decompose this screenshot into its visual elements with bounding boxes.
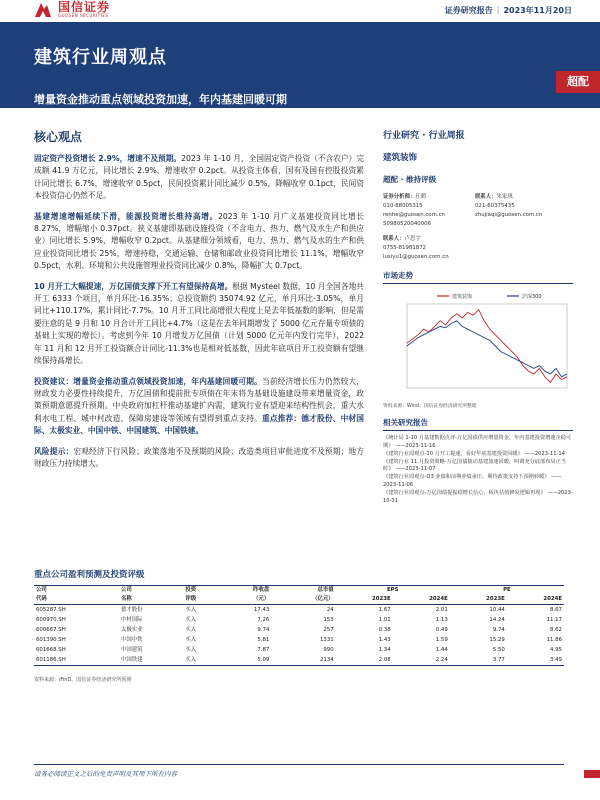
cell-close: 5.09 xyxy=(221,655,272,666)
cell-rating: 买入 xyxy=(185,647,197,653)
cell-code: 601668.SH xyxy=(36,647,66,653)
cell-code: 600667.SH xyxy=(36,627,66,633)
cell-code: 605287.SH xyxy=(36,607,66,613)
analyst-contacts xyxy=(383,193,573,229)
cell-pe-2024: 11.17 xyxy=(546,617,562,623)
cell-close: 5.81 xyxy=(257,637,270,643)
related-report-item[interactable]: 《建筑行业周观点-10 月开工提速，看好年底基建投资回暖》 ——2023-11-14 xyxy=(383,450,565,457)
table-row xyxy=(34,615,564,625)
contact-name: 卢思宇 xyxy=(404,236,421,242)
th2-rating: 评级 xyxy=(183,595,220,605)
paragraph-body: 根据 Mysteel 数据，10 月全国各地共开工 6333 个项目，单月环比-16.35%；总投资额约 35074.92 亿元，单月环比-3.05%，单月同比+110.17%，累计同比-7.7%。10 月开工同比高增很大程度上是去年低基数的影响，但是需要注意的是 9 月和 10 月合计开工同比+4.7%（这是在去年同期增发了 5000 亿元存量专项债的基础上实现的增长）。考虑到今年 10 月增发万亿国债（计划 5000 亿元年内发行完毕），2022 年 11 月和 12 月开工投资额合计同比-11.3%也是相对低基数，因此年底项目开工投资额有望继续保持高增长。 xyxy=(34,281,364,366)
related-report-item[interactable]: 《统计局 1-10 月基建数据点评-万亿国债供应增量资金，年内基建投资增速企稳可期》 ——2023-11-16 xyxy=(383,435,572,449)
cell-eps-2023: 1.34 xyxy=(378,647,391,653)
recommend-list: 德才股份、中材国际、太极实业、中国中铁、中国建筑、中国铁建。 xyxy=(34,413,364,436)
contact-person xyxy=(383,235,573,262)
cell-pe-2023: 5.50 xyxy=(492,647,505,653)
analyst1-title: 证券分析师：任鹤 xyxy=(383,194,427,200)
th-pe: PE xyxy=(450,586,564,596)
cell-pe-2023: 10.44 xyxy=(489,607,505,613)
cell-code: 601390.SH xyxy=(36,637,66,643)
th-mktcap: 总市值 xyxy=(271,586,335,596)
paragraph-lead: 基建增速增幅延续下滑，能源投资增长维持高增。 xyxy=(34,211,218,221)
paragraph-project-starts xyxy=(34,281,364,368)
contact-label: 联系人： xyxy=(383,236,405,242)
analyst2-name: 朱家琪 xyxy=(496,194,513,200)
paragraph-infrastructure xyxy=(34,211,364,273)
paragraph-body: 宏观经济下行风险；政策落地不及预期的风险；改造类项目审批进度不及预期；地方财政压力持续增大。 xyxy=(34,446,364,468)
market-trend-title: 市场走势 xyxy=(383,270,573,284)
cell-eps-2024: 1.13 xyxy=(435,617,448,623)
core-views-section xyxy=(34,128,364,478)
analyst1-email[interactable]: renhe@guosen.com.cn xyxy=(383,212,445,218)
paragraph-body: 当前经济增长压力仍然较大，财政发力必要性持续提升，万亿国债和提前批专项债在年末将为基础设施建设带来增量资金，政策预期意愿提升预期。中央政府加杠杆推动基建扩内需，建筑行业有望迎来结构性机会，重大水利水电工程、城中村改造、保障房建设等领域有望得到重点支持。 xyxy=(34,376,364,423)
contact-email[interactable]: lusiyu1@guosen.com.cn xyxy=(383,254,449,260)
cell-name: 德才股份 xyxy=(120,607,143,613)
paragraph-lead: 10 月开工大幅提速，万亿国债支撑下开工有望保持高增。 xyxy=(34,281,233,291)
footer-accent-bar xyxy=(584,770,600,778)
cell-code: 601186.SH xyxy=(34,655,119,666)
paragraph-lead: 固定资产投资增长 2.9%，增速不及预期。 xyxy=(34,154,182,163)
sidebar xyxy=(383,128,573,284)
cell-close: 7.26 xyxy=(257,617,270,623)
report-category: 行业研究 · 行业周报 xyxy=(383,131,465,141)
cell-eps-2023: 2.08 xyxy=(336,655,393,666)
recommend-lead: 重点推荐： xyxy=(261,413,302,423)
cell-rating: 买入 xyxy=(185,637,197,643)
legend-label-0: 建筑装饰 xyxy=(452,294,473,300)
th-eps: EPS xyxy=(336,586,450,596)
footer-divider xyxy=(34,764,564,765)
table-source-note: 资料来源：iFinD、国信证券经济研究所预测 xyxy=(34,677,132,683)
cell-pe-2024: 11.86 xyxy=(546,637,562,643)
cell-close: 9.74 xyxy=(257,627,270,633)
core-views-title: 核心观点 xyxy=(34,130,83,144)
cell-pe-2023: 15.29 xyxy=(489,637,505,643)
legend-label-1: 沪深300 xyxy=(522,294,542,300)
report-title: 建筑行业周观点 xyxy=(34,47,167,68)
chart-frame xyxy=(407,304,567,388)
cell-close: 7.87 xyxy=(257,647,270,653)
th-company-code: 公司 xyxy=(34,586,119,596)
th2-code: 代码 xyxy=(34,595,119,605)
cell-eps-2023: 1.67 xyxy=(378,607,391,613)
th2-name: 名称 xyxy=(119,595,183,605)
report-subtitle: 增量资金推动重点领域投资加速，年内基建回暖可期 xyxy=(34,93,287,106)
cell-close: 17.43 xyxy=(253,607,270,613)
report-type: 证券研究报告 xyxy=(444,6,493,15)
table-row xyxy=(34,605,564,616)
cell-name: 中国铁建 xyxy=(119,655,183,666)
paragraph-risk xyxy=(34,446,364,471)
cell-eps-2023: 0.38 xyxy=(378,627,391,633)
th2-mktcap-unit: （亿元） xyxy=(271,595,335,605)
paragraph-lead: 风险提示： xyxy=(34,446,74,456)
forecast-table xyxy=(34,585,564,666)
series-line-0 xyxy=(407,310,567,383)
cell-eps-2024: 2.01 xyxy=(435,607,448,613)
report-header xyxy=(0,0,600,22)
analyst2-title: 联系人：朱家琪 xyxy=(475,194,513,200)
report-date: 2023年11月20日 xyxy=(503,6,572,15)
series-line-1 xyxy=(407,321,567,377)
logo-mark-icon xyxy=(34,2,52,18)
cell-mktcap: 1331 xyxy=(319,637,334,643)
meta-separator: | xyxy=(496,5,500,14)
paragraph-lead: 投资建议：增量资金推动重点领域投资加速，年内基建回暖可期。 xyxy=(34,376,262,386)
related-reports-title: 相关研究报告 xyxy=(383,417,573,431)
related-reports-list xyxy=(383,435,573,505)
analyst1-name: 任鹤 xyxy=(415,194,427,200)
analyst2-email[interactable]: zhujiaqi@guosen.com.cn xyxy=(475,212,543,218)
forecast-table-body xyxy=(34,605,564,666)
report-meta xyxy=(445,5,572,16)
logo-chinese-name: 国信证券 xyxy=(58,0,111,14)
cell-eps-2024: 1.59 xyxy=(435,637,448,643)
th2-pe-2024: 2024E xyxy=(507,595,564,605)
related-report-item[interactable]: 《建筑行业 11 月投资策略-万亿国债拨动基建加速回暖，叫调充分底部布局正当时》 ——2023-11-07 xyxy=(383,458,566,473)
analyst2-phone: 021-60375435 xyxy=(475,203,515,209)
th-rating: 投资 xyxy=(183,586,220,596)
cell-rating: 买入 xyxy=(185,627,197,633)
cell-eps-2023: 1.43 xyxy=(378,637,391,643)
contact-phone: 0755-81981872 xyxy=(383,245,427,251)
th2-eps-2024: 2024E xyxy=(393,595,450,605)
table-row xyxy=(34,625,564,635)
rating-line: 超配 · 维持评级 xyxy=(383,175,437,184)
cell-pe-2023: 9.74 xyxy=(492,627,505,633)
cell-pe-2024: 4.95 xyxy=(549,647,562,653)
cell-pe-2023: 14.24 xyxy=(489,617,505,623)
cell-eps-2024: 0.49 xyxy=(435,627,448,633)
th2-eps-2023: 2023E xyxy=(336,595,393,605)
paragraph-investment-advice xyxy=(34,376,364,438)
cell-rating: 买入 xyxy=(185,607,197,613)
forecast-table-title: 重点公司盈利预测及投资评级 xyxy=(34,570,145,580)
cell-pe-2024: 8.67 xyxy=(549,607,562,613)
paragraph-body: 2023 年 1-10 月，全国固定资产投资（不含农户）完成额 41.9 万亿元，同比增长 2.9%，增速收窄 0.2pct。从投资主体看，国有及国有控股投资累计同比增长 6.7%，增速收窄 0.5pct，民间投资累计同比减少 0.5%，降幅收窄 0.1pct，民间资本投资信心仍然不足。 xyxy=(34,154,365,201)
cell-mktcap: 257 xyxy=(323,627,334,633)
related-report-item[interactable]: 《建筑行业周观点-万亿国债提振稳增长信心，板块估值修复逻辑再现》 ——2023-10-31 xyxy=(383,490,573,504)
table-row xyxy=(34,635,564,645)
paragraph-body: 2023 年 1-10 月广义基建投资同比增长 8.27%，增幅缩小 0.37pct。狭义基建即基础设施投资（不含电力、热力、燃气及水生产和供应业）同比增长 5.9%，增幅收窄 0.2pct。从基建细分领域看，电力、热力、燃气及水的生产和供应业投资同比增长 25%，增速持稳，交通运输、仓储和邮政业投资同比增长 11.1%，增幅收窄 0.5pct，水利、环境和公共设施管理业投资同比减少 0.8%，降幅扩大 0.7pct。 xyxy=(34,211,364,271)
analyst1-phone: 010-88005315 xyxy=(383,203,423,209)
footer-disclaimer: 请务必阅读正文之后的免责声明及其项下所有内容 xyxy=(34,770,177,778)
table-row xyxy=(34,655,564,666)
analyst1-cert: S0980520040006 xyxy=(383,221,432,227)
cell-eps-2024: 1.44 xyxy=(435,647,448,653)
cell-pe-2024: 8.62 xyxy=(549,627,562,633)
company-logo xyxy=(34,1,110,19)
cell-name: 太极实业 xyxy=(120,627,143,633)
th-close: 昨收盘 xyxy=(221,586,272,596)
cell-rating: 买入 xyxy=(183,655,220,666)
cell-name: 中国中铁 xyxy=(120,637,143,643)
market-trend-chart xyxy=(383,288,573,408)
industry-name: 建筑装饰 xyxy=(383,153,418,163)
cell-code: 600970.SH xyxy=(36,617,66,623)
logo-english-name: GUOSEN SECURITIES xyxy=(58,13,109,18)
cell-pe-2024: 3.49 xyxy=(507,655,564,666)
cell-rating: 买入 xyxy=(185,617,197,623)
related-report-item[interactable]: 《建筑行业周观点-Q3 业绩和前期业绩承压，期待政策支持下预期转暖》 ——2023-11-06 xyxy=(383,474,562,489)
cell-pe-2023: 3.77 xyxy=(450,655,507,666)
cell-name: 中材国际 xyxy=(120,617,143,623)
cell-mktcap: 2134 xyxy=(271,655,335,666)
related-reports xyxy=(383,417,573,506)
cell-mktcap: 153 xyxy=(323,617,334,623)
table-row xyxy=(34,645,564,655)
rating-badge: 超配 xyxy=(556,71,600,93)
market-trend-svg xyxy=(383,288,573,398)
th2-close-unit: （元） xyxy=(221,595,272,605)
th-company-name: 公司 xyxy=(119,586,183,596)
cell-mktcap: 990 xyxy=(323,647,334,653)
th2-pe-2023: 2023E xyxy=(450,595,507,605)
cell-eps-2023: 1.01 xyxy=(378,617,391,623)
cell-mktcap: 24 xyxy=(326,607,334,613)
cell-eps-2024: 2.24 xyxy=(393,655,450,666)
chart-source: 资料来源：Wind、国信证券经济研究所整理 xyxy=(383,404,477,409)
cell-name: 中国建筑 xyxy=(120,647,143,653)
paragraph-fixed-asset-investment xyxy=(34,153,364,203)
title-banner xyxy=(0,22,600,108)
